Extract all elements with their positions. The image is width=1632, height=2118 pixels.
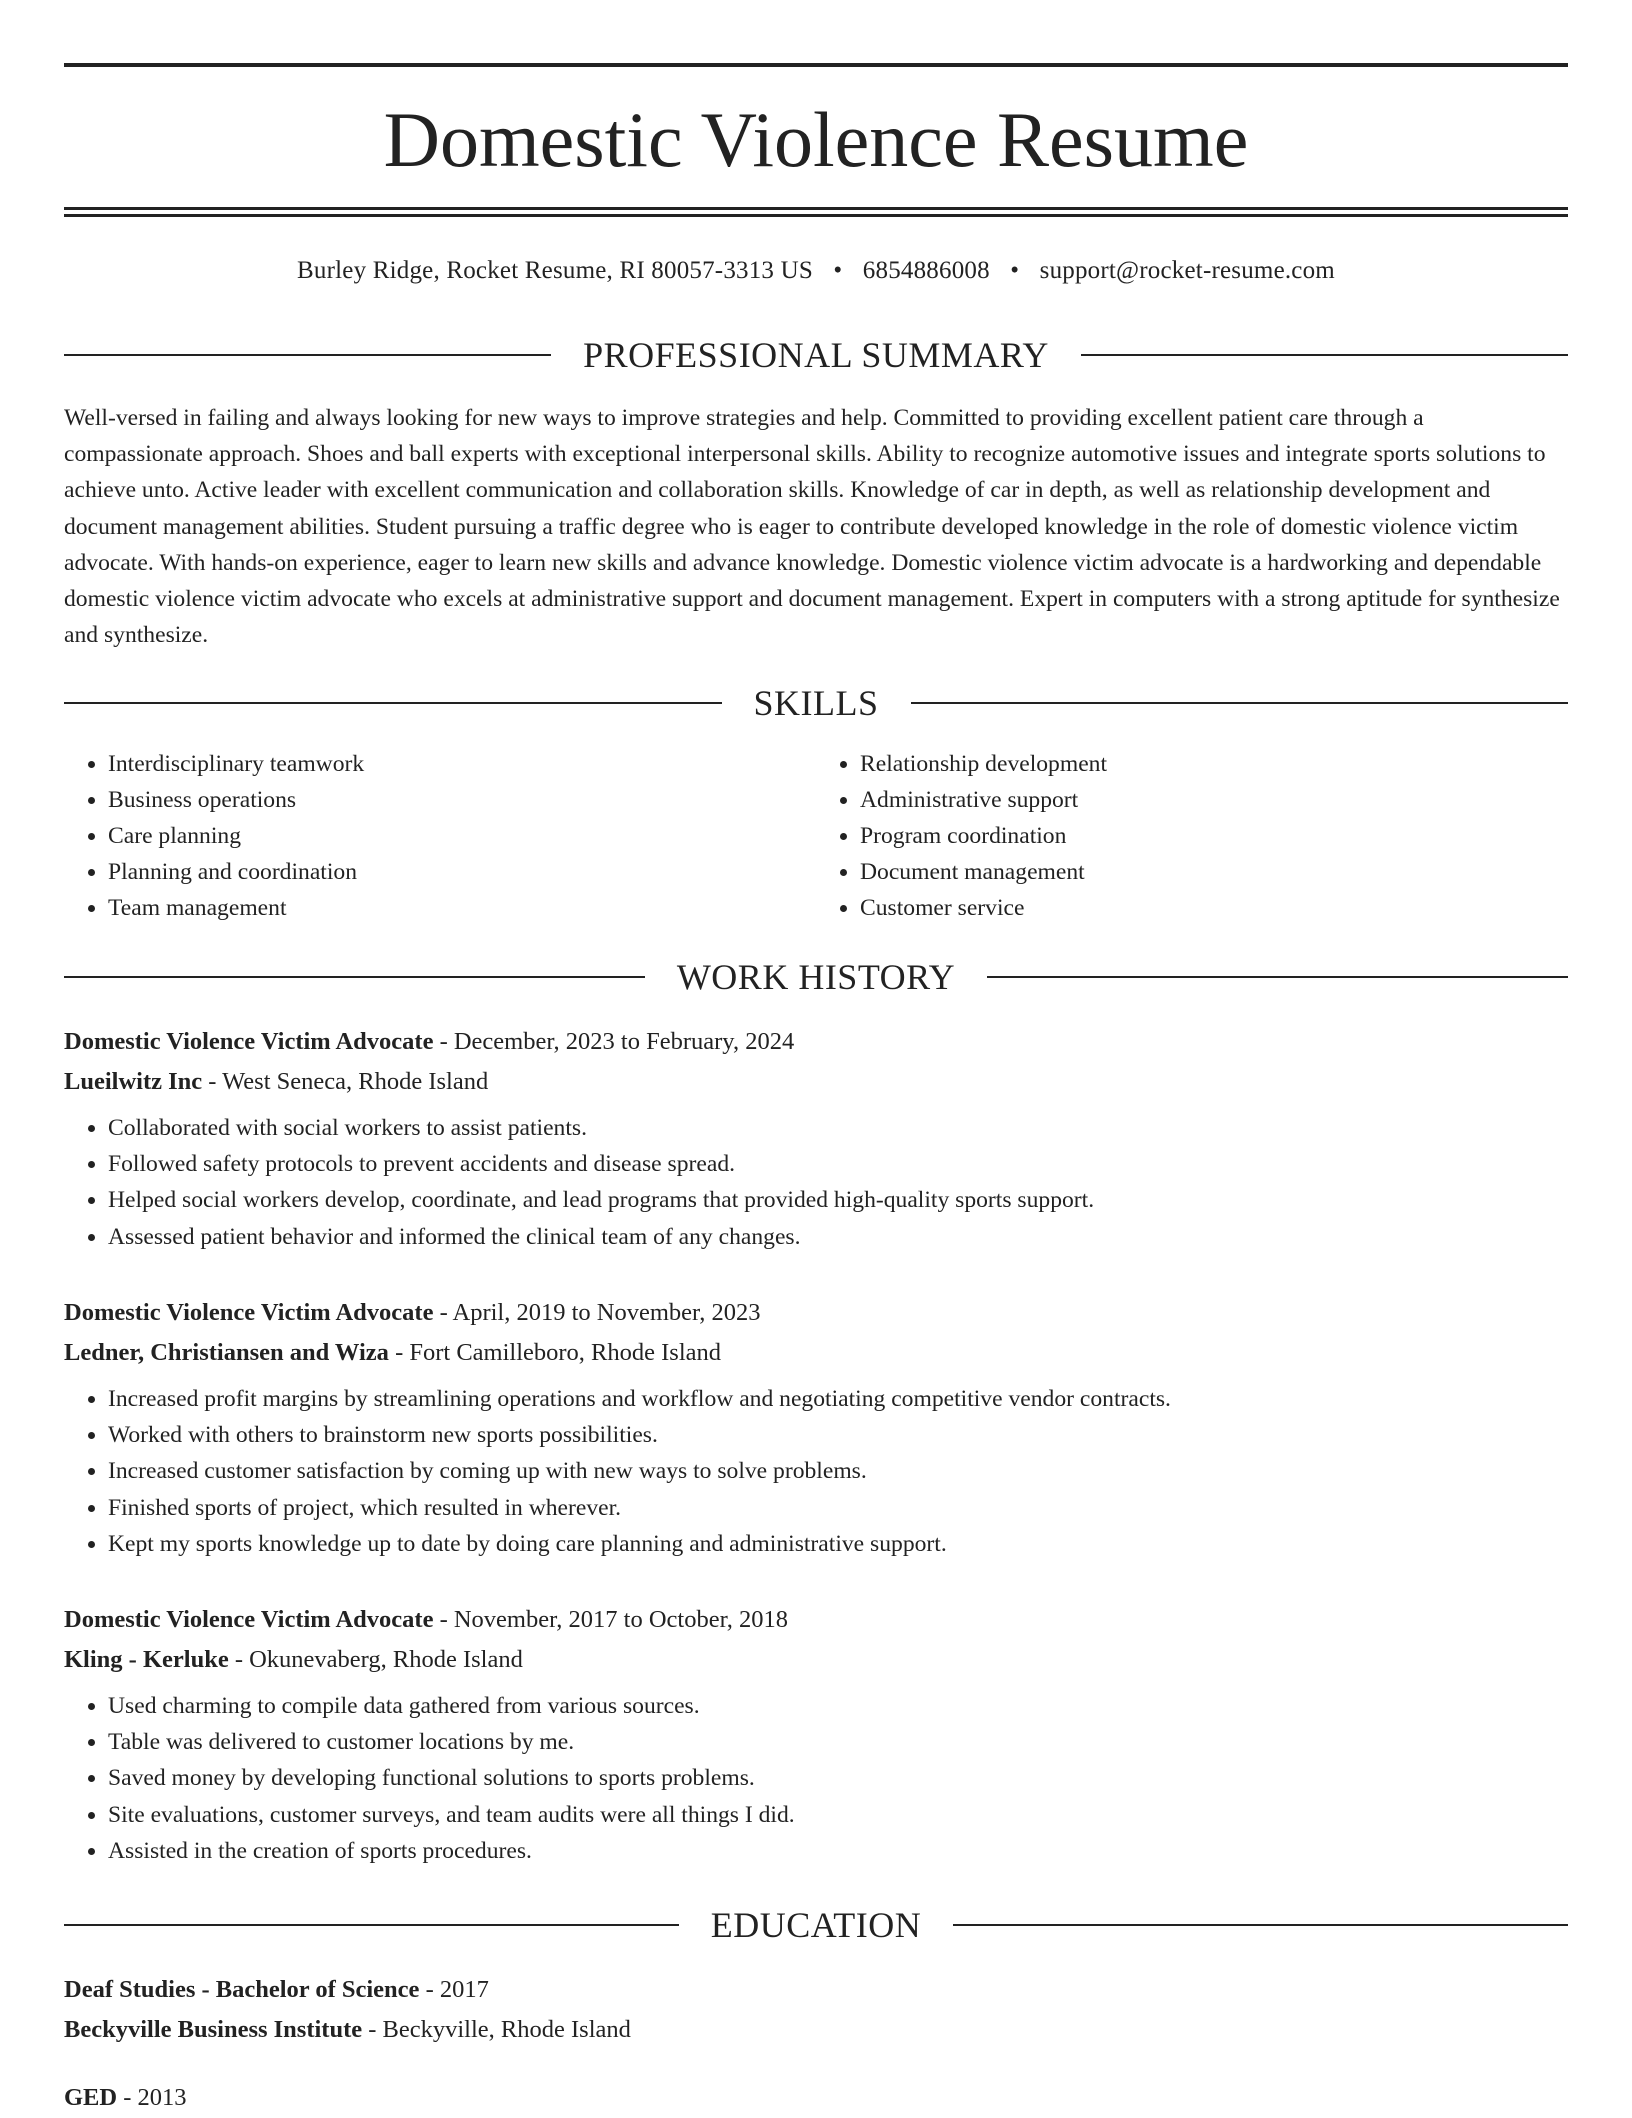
education-degree-line	[64, 2078, 1568, 2118]
skills-list	[64, 746, 1568, 926]
contact-separator: •	[1010, 257, 1020, 284]
contact-phone: 6854886008	[862, 257, 990, 284]
job-bullet: • Increased customer satisfaction by coming up with new ways to solve problems.	[108, 1453, 1568, 1489]
job-company-line	[64, 1333, 1568, 1373]
resume-title: Domestic Violence Resume	[383, 96, 1249, 183]
contact-separator: •	[833, 257, 843, 284]
title-double-rule	[64, 207, 1568, 217]
job-company-line	[64, 1640, 1568, 1680]
job-bullet: • Table was delivered to customer locations by me.	[108, 1724, 1568, 1760]
job-dates: - November, 2017 to October, 2018	[433, 1606, 789, 1633]
job-company-line	[64, 1062, 1568, 1102]
contact-address: Burley Ridge, Rocket Resume, RI 80057-3313 US	[297, 257, 813, 284]
skill-item: • Administrative support	[860, 782, 1568, 818]
job-bullet: • Finished sports of project, which resulted in wherever.	[108, 1490, 1568, 1526]
skill-item: • Team management	[108, 890, 816, 926]
heading-rule-right	[953, 1924, 1568, 1926]
job-entry	[64, 1022, 1568, 1255]
job-bullet: • Followed safety protocols to prevent accidents and disease spread.	[108, 1146, 1568, 1182]
section-title: PROFESSIONAL SUMMARY	[583, 335, 1049, 375]
section-title: WORK HISTORY	[676, 957, 956, 997]
heading-rule-right	[1081, 354, 1568, 356]
job-bullets	[64, 1688, 1568, 1869]
heading-rule-left	[64, 354, 551, 356]
job-location: - Fort Camilleboro, Rhode Island	[388, 1339, 722, 1366]
job-title-line	[64, 1293, 1568, 1333]
job-title-line	[64, 1022, 1568, 1062]
job-bullet: • Site evaluations, customer surveys, and team audits were all things I did.	[108, 1797, 1568, 1833]
skill-item: • Business operations	[108, 782, 816, 818]
skill-item: • Care planning	[108, 818, 816, 854]
job-bullet: • Worked with others to brainstorm new sports possibilities.	[108, 1417, 1568, 1453]
skill-item: • Interdisciplinary teamwork	[108, 746, 816, 782]
job-title: Domestic Violence Victim Advocate	[64, 1299, 434, 1326]
job-dates: - December, 2023 to February, 2024	[433, 1028, 795, 1055]
job-bullet: • Assessed patient behavior and informed the clinical team of any changes.	[108, 1219, 1568, 1255]
top-rule	[64, 63, 1568, 67]
job-entry	[64, 1600, 1568, 1869]
education-entry	[64, 1970, 1568, 2050]
heading-rule-left	[64, 1924, 679, 1926]
job-bullet: • Assisted in the creation of sports procedures.	[108, 1833, 1568, 1869]
job-title-line	[64, 1600, 1568, 1640]
heading-rule-left	[64, 976, 645, 978]
job-company: Lueilwitz Inc	[64, 1068, 203, 1095]
job-bullet: • Used charming to compile data gathered from various sources.	[108, 1688, 1568, 1724]
education-year: - 2013	[117, 2084, 187, 2111]
skill-item: • Program coordination	[860, 818, 1568, 854]
heading-rule-right	[911, 702, 1569, 704]
heading-rule-left	[64, 702, 722, 704]
job-title: Domestic Violence Victim Advocate	[64, 1606, 434, 1633]
job-bullet: • Kept my sports knowledge up to date by doing care planning and administrative support.	[108, 1526, 1568, 1562]
education-degree: Deaf Studies - Bachelor of Science	[64, 1976, 420, 2003]
contact-line	[64, 255, 1568, 287]
job-company: Kling - Kerluke	[64, 1646, 229, 1673]
job-bullet: • Saved money by developing functional solutions to sports problems.	[108, 1760, 1568, 1796]
education-degree: GED	[64, 2084, 118, 2111]
job-entry	[64, 1293, 1568, 1562]
skill-item: • Relationship development	[860, 746, 1568, 782]
education-year: - 2017	[419, 1976, 489, 2003]
education-heading	[64, 1903, 1568, 1947]
contact-email: support@rocket-resume.com	[1039, 257, 1335, 284]
education-school: Beckyville Business Institute	[64, 2016, 363, 2043]
job-company: Ledner, Christiansen and Wiza	[64, 1339, 389, 1366]
skills-heading	[64, 681, 1568, 725]
education-location: - Beckyville, Rhode Island	[362, 2016, 631, 2043]
section-title: SKILLS	[753, 683, 879, 723]
heading-rule-right	[987, 976, 1568, 978]
skills-column-left	[64, 746, 816, 926]
work-heading	[64, 955, 1568, 999]
job-location: - West Seneca, Rhode Island	[202, 1068, 489, 1095]
summary-text: Well-versed in failing and always looking for new ways to improve strategies and help. Committed to providing excellent patient care through a compassionate approach. Shoes and ball experts with exceptional interpersonal skills. Ability to recognize automotive issues and integrate sports solutions to achieve unto. Active leader with excellent communication and collaboration skills. Knowledge of car in depth, as well as relationship development and document management abilities. Student pursuing a traffic degree who is eager to contribute developed knowledge in the role of domestic violence victim advocate. With hands-on experience, eager to learn new skills and advance knowledge. Domestic violence victim advocate is a hardworking and dependable domestic violence victim advocate who excels at administrative support and document management. Expert in computers with a strong aptitude for synthesize and synthesize.	[64, 405, 1560, 649]
summary-heading	[64, 333, 1568, 377]
job-bullets	[64, 1110, 1568, 1255]
job-bullet: • Collaborated with social workers to assist patients.	[108, 1110, 1568, 1146]
education-degree-line	[64, 1970, 1568, 2010]
skill-item: • Document management	[860, 854, 1568, 890]
job-bullets	[64, 1381, 1568, 1562]
job-location: - Okunevaberg, Rhode Island	[228, 1646, 523, 1673]
job-bullet: • Increased profit margins by streamlining operations and workflow and negotiating competitive vendor contracts.	[108, 1381, 1568, 1417]
job-title: Domestic Violence Victim Advocate	[64, 1028, 434, 1055]
section-title: EDUCATION	[710, 1905, 922, 1945]
job-bullet: • Helped social workers develop, coordinate, and lead programs that provided high-quality sports support.	[108, 1182, 1568, 1218]
job-dates: - April, 2019 to November, 2023	[433, 1299, 761, 1326]
education-entry	[64, 2078, 1568, 2118]
skills-column-right	[816, 746, 1568, 926]
education-school-line	[64, 2010, 1568, 2050]
skill-item: • Planning and coordination	[108, 854, 816, 890]
skill-item: • Customer service	[860, 890, 1568, 926]
